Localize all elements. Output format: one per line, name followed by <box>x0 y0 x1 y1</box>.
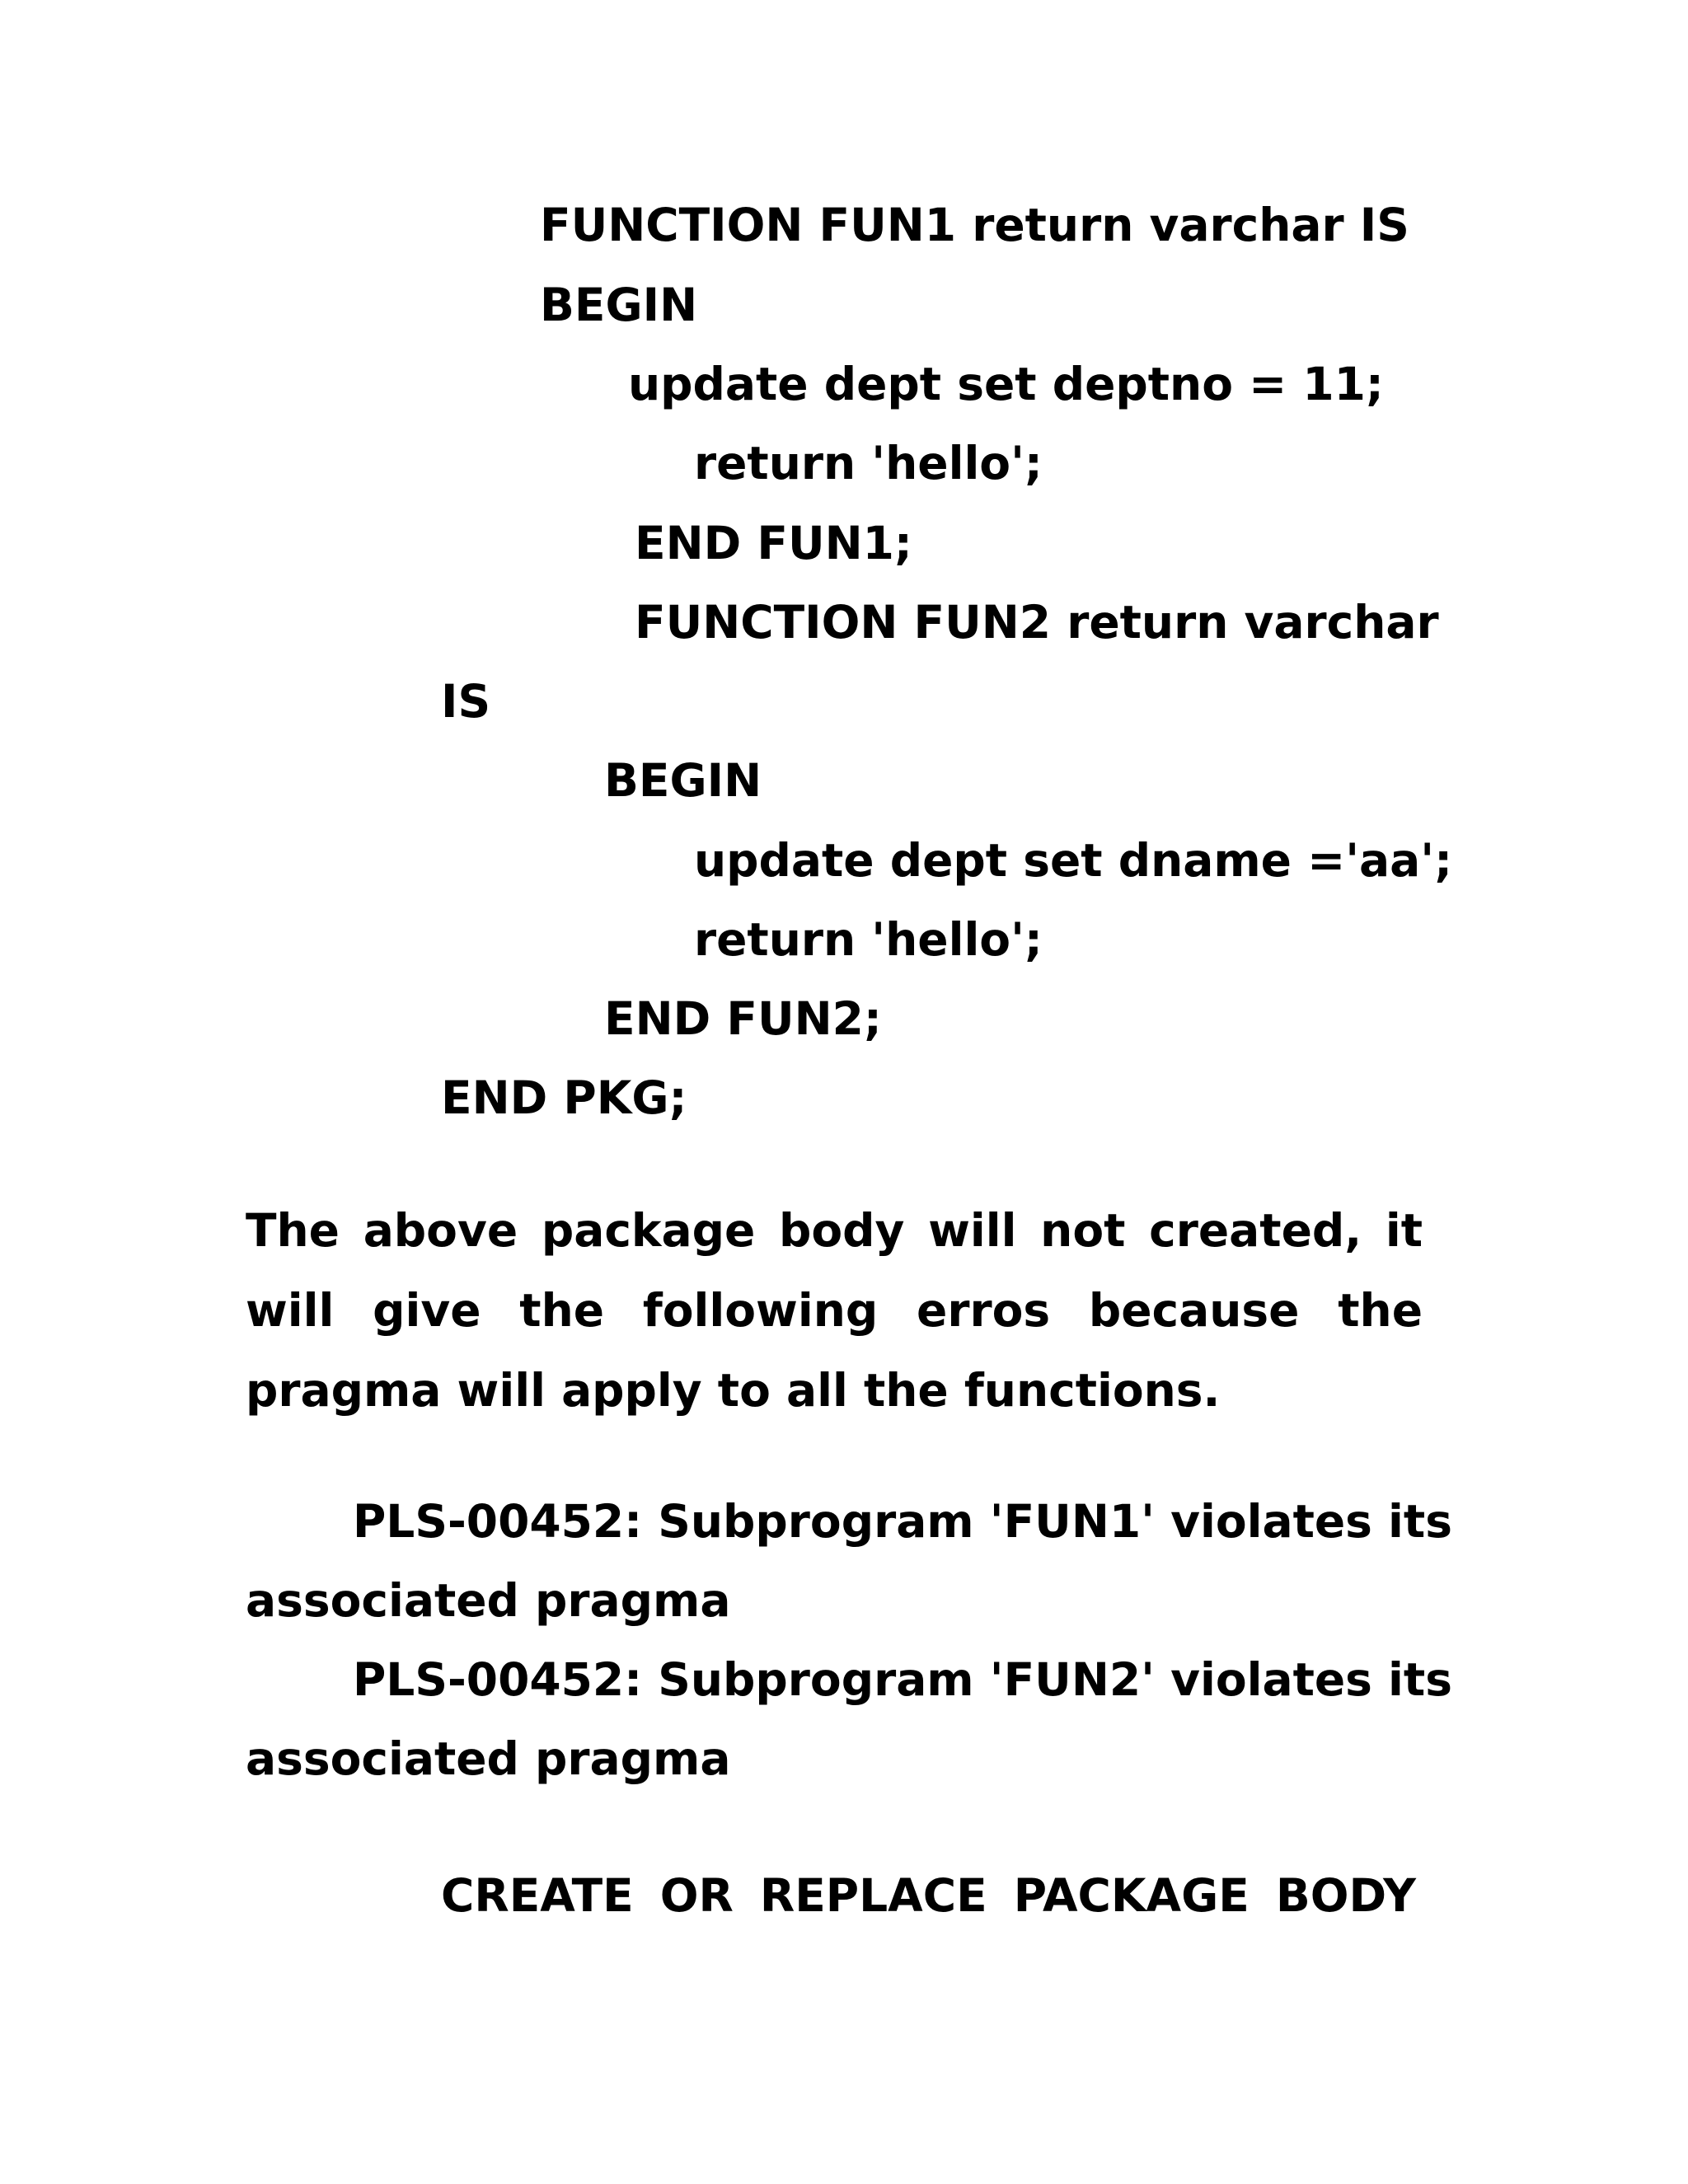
footer-code-word: REPLACE <box>759 1869 987 1922</box>
error-message-line: PLS-00452: Subprogram 'FUN2' violates its <box>353 1653 1452 1706</box>
code-line: return 'hello'; <box>694 437 1043 490</box>
code-line: IS <box>441 675 491 728</box>
error-message-line: associated pragma <box>246 1732 731 1785</box>
code-line: BEGIN <box>540 279 698 331</box>
error-message-line: associated pragma <box>246 1574 731 1627</box>
footer-code-word: CREATE <box>441 1869 634 1922</box>
explanation-paragraph: The above package body will not created, it will give the following erros because the pragma will apply to all the functions. <box>246 1204 1423 1417</box>
code-line: update dept set deptno = 11; <box>628 358 1384 410</box>
code-line: END FUN2; <box>604 992 882 1045</box>
code-line: BEGIN <box>604 754 762 807</box>
footer-code-word: OR <box>659 1869 734 1922</box>
code-line: FUNCTION FUN2 return varchar <box>635 596 1439 649</box>
code-line: return 'hello'; <box>694 913 1043 966</box>
footer-code-line <box>441 1868 1416 1923</box>
footer-code-word: BODY <box>1275 1869 1416 1922</box>
code-line: FUNCTION FUN1 return varchar IS <box>540 199 1409 251</box>
code-line: END FUN1; <box>635 517 912 569</box>
code-line: update dept set dname ='aa'; <box>694 834 1453 887</box>
error-message-line: PLS-00452: Subprogram 'FUN1' violates its <box>353 1495 1452 1548</box>
footer-code-word: PACKAGE <box>1013 1869 1250 1922</box>
code-line: END PKG; <box>441 1071 687 1124</box>
